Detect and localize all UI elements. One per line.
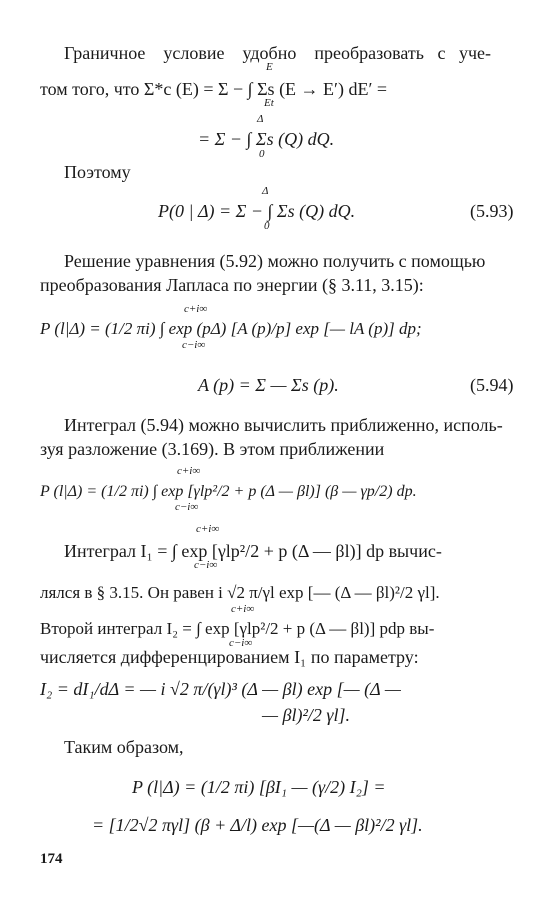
integral-upper-limit: c+i∞ <box>231 603 255 615</box>
equation-number: (5.94) <box>470 375 514 395</box>
integral-lower-limit: c−i∞ <box>175 501 199 513</box>
integral-upper-limit: Δ <box>262 185 269 197</box>
text-line-11: зуя разложение (3.169). В этом приближении <box>40 439 385 459</box>
text-line-6: Решение уравнения (5.92) можно получить с помощью <box>64 251 486 271</box>
integral-upper-limit: c+i∞ <box>177 465 201 477</box>
text-line-4: Поэтому <box>64 162 131 182</box>
integral-lower-limit: 0 <box>264 220 270 232</box>
formula-5-93: P(0 | Δ) = Σ − ∫ Σs (Q) dQ. <box>158 201 356 221</box>
integral-lower-limit: c−i∞ <box>182 339 206 351</box>
formula-final-1: P (l|Δ) = (1/2 πi) [βI₁ — (γ/2) I₂] = <box>132 777 386 797</box>
formula-i2: I₂ = dI₁/dΔ = — i √2 π/(γl)³ (Δ — βl) exp [— (Δ — <box>40 679 401 699</box>
text-line-2: том того, что Σ*c (E) = Σ − ∫ Σs (E → E′) dE′ = <box>40 79 388 99</box>
page-number: 174 <box>40 851 63 867</box>
formula-i2-cont: — βl)²/2 γl]. <box>262 705 350 725</box>
integral-upper-limit: Δ <box>257 113 264 125</box>
formula-5-94: A (p) = Σ — Σs (p). <box>198 375 339 395</box>
integral-lower-limit: c−i∞ <box>194 559 218 571</box>
integral-lower-limit: c−i∞ <box>229 637 253 649</box>
text-line-i1: Интеграл I₁ = ∫ exp [γlp²/2 + p (Δ — βl)] dp вычис- <box>64 541 442 561</box>
integral-lower-limit: 0 <box>259 148 265 160</box>
text-line-16: числяется дифференцированием I₁ по параметру: <box>40 647 419 667</box>
formula-line-3: = Σ − ∫ Σs (Q) dQ. <box>198 129 335 149</box>
text-line-1: Граничное условие удобно преобразовать с уче- <box>64 43 491 63</box>
formula-approx: P (l|Δ) = (1/2 πi) ∫ exp [γlp²/2 + p (Δ — βl)] (β — γp/2) dp. <box>40 483 417 500</box>
formula-laplace: P (l|Δ) = (1/2 πi) ∫ exp (pΔ) [A (p)/p] exp [— lA (p)] dp; <box>40 319 422 338</box>
text-line-i2: Второй интеграл I₂ = ∫ exp [γlp²/2 + p (Δ — βl)] pdp вы- <box>40 619 435 638</box>
text-line-7: преобразования Лапласа по энергии (§ 3.11, 3.15): <box>40 275 424 295</box>
integral-upper-limit: E <box>266 61 273 73</box>
integral-upper-limit: c+i∞ <box>184 303 208 315</box>
formula-final-2: = [1/2√2 πγl] (β + Δ/l) exp [—(Δ — βl)²/2 γl]. <box>92 815 423 835</box>
text-line-10: Интеграл (5.94) можно вычислить приближенно, исполь- <box>64 415 503 435</box>
text-line-19: Таким образом, <box>64 737 184 757</box>
integral-lower-limit: Et <box>264 97 274 109</box>
equation-number: (5.93) <box>470 201 514 221</box>
integral-upper-limit: c+i∞ <box>196 523 220 535</box>
text-line-14: лялся в § 3.15. Он равен i √2 π/γl exp [— (Δ — βl)²/2 γl]. <box>40 583 440 602</box>
